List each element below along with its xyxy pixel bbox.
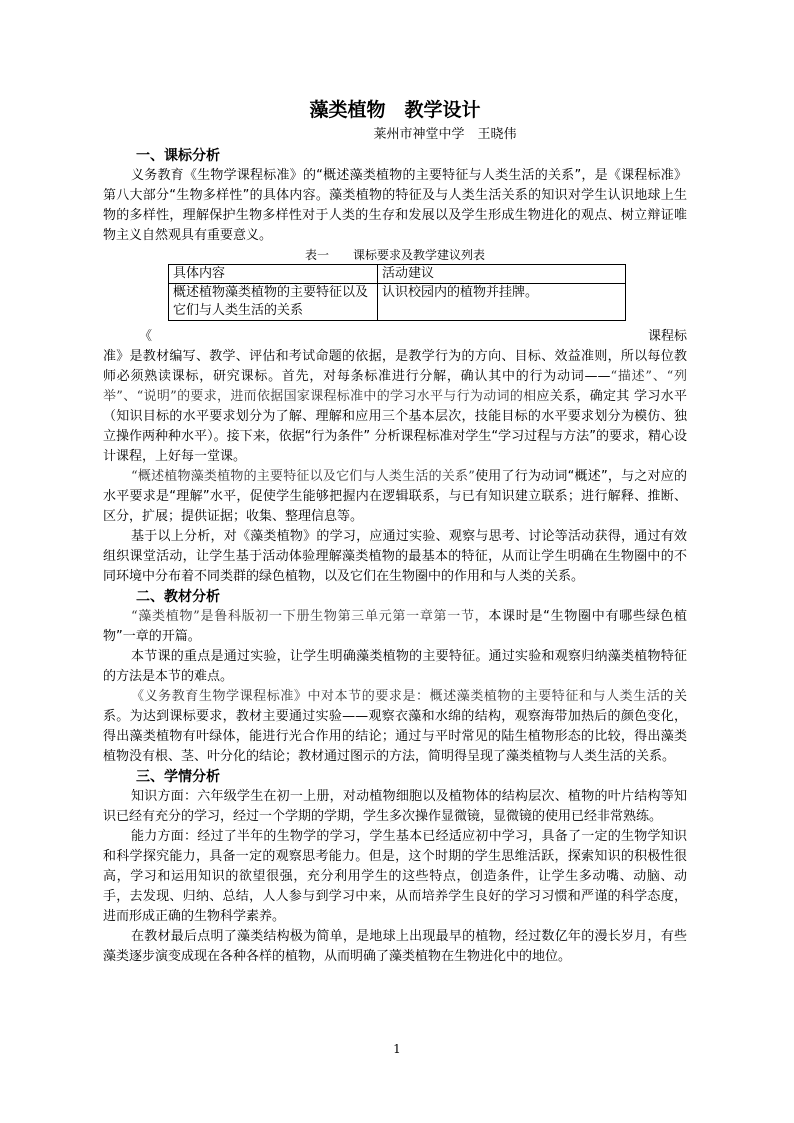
curriculum-table — [168, 264, 626, 321]
paragraph: 义务教育《生物学课程标准》的“概述藻类植物的主要特征与人类生活的关系”，是《课程标准》第八大部分“生物多样性”的具体内容。藻类植物的特征及与人类生活关系的知识对学生认识地球上生物的多样性，理解保护生物多样性对于人类的生存和发展以及学生形成生物进化的观点、树立辩证唯物主义自然观具有重要意义。 — [103, 168, 687, 243]
paragraph: 在教材最后点明了藻类结构极为简单，是地球上出现最早的植物，经过数亿年的漫长岁月，有些藻类逐步演变成现在各种各样的植物，从而明确了藻类植物在生物进化中的地位。 — [103, 929, 687, 964]
text-fragment: 本课时是“生物圈中有哪些绿色植物”一章的开篇。 — [103, 609, 687, 644]
text-fragment: 使用了行为动词“概述”，与之对应的水平要求是“理解”水平，促使学生能够把握内在逻辑联系，与已有知识建立联系；进行解释、推断、区分，扩展；提供证据；收集、整理信息等。 — [103, 469, 687, 524]
paragraph: 基于以上分析，对《藻类植物》的学习，应通过实验、观察与思考、讨论等活动获得，通过有效组织课堂活动，让学生基于活动体验理解藻类植物的最基本的特征，从而让学生明确在生物圈中的不同环境中分布着不同类群的绿色植物，以及它们在生物圈中的作用和与人类的关系。 — [103, 529, 687, 584]
paragraph: 本节课的重点是通过实验，让学生明确藻类植物的主要特征。通过实验和观察归纳藻类植物特征的方法是本节的难点。 — [103, 649, 687, 684]
document-body — [103, 96, 687, 967]
table-header-row — [169, 265, 626, 284]
document-title: 藻类植物 教学设计 — [309, 99, 481, 121]
paragraph-first-line — [103, 327, 687, 347]
text-fragment: 应关系，确定其 学习水平（知识目标的水平要求划分为了解、理解和应用三个基本层次，技能目标的水平要求划分为模仿、独立操作两种种水平）。接下来，依据“行为条件” 分析课程标准对学生“学习过程与方法”的要求，精心设计课程，上好每一堂课。 — [103, 389, 687, 464]
page-number: 1 — [393, 1042, 401, 1056]
paragraph: 知识方面：六年级学生在初一上册，对动植物细胞以及植物体的结构层次、植物的叶片结构等知识已经有充分的学习，经过一个学期的学期，学生多次操作显微镜，显微镜的使用已经非常熟练。 — [103, 789, 687, 824]
paragraph — [103, 467, 687, 527]
table-row — [169, 284, 626, 321]
section-heading-textbook: 二、教材分析 — [136, 589, 220, 605]
table-cell: 认识校园内的植物并挂牌。 — [378, 284, 626, 321]
table-cell: 概述植物藻类植物的主要特征以及它们与人类生活的关系 — [169, 284, 378, 321]
paragraph: 能力方面：经过了半年的生物学的学习，学生基本已经适应初中学习，具备了一定的生物学知识和科学探究能力，具备一定的观察思考能力。但是，这个时期的学生思维活跃，探索知识的积极性很高，学习和运用知识的欲望很强，充分利用学生的这些特点，创造条件，让学生多动嘴、动脑、动手，去发现、归纳、总结，人人参与到学习中来，从而培养学生良好的学习习惯和严谨的科学态度，进而形成正确的生物科学素养。 — [103, 829, 687, 924]
paragraph — [103, 347, 687, 467]
table-header-cell: 具体内容 — [169, 265, 378, 284]
text-fragment: 的关系。为达到课标要求，教材主要通过实验——观察衣藻和水绵的结构，观察海带加热后的颜色变化，得出藻类植物有叶绿体，能进行光合作用的结论；通过与平时常见的陆生植物形态的比较，得出藻类植物没有根、茎、叶分化的结论；教材通过图示的方法，简明得呈现了藻类植物与人类生活的关系。 — [103, 689, 687, 764]
text-fragment: 《义务教育生物学课程标准》中对本节的要求是：概述藻类植物的主要特征和与人类生活 — [131, 689, 661, 704]
text-fragment: “描述”、“列举”、“说明”的要求，进而依据国家课程标准中的学习水平与行为动词的相 — [103, 369, 687, 404]
document-author: 莱州市神堂中学 王晓伟 — [373, 127, 517, 142]
section-heading-students: 三、学情分析 — [136, 769, 220, 785]
text-fragment: 准》是教材编写、教学、评估和考试命题的依据，是教学行为的方向、目标、效益准则，所以每位教师必须熟读课标，研究课标。首先，对每条标准进行分解，确认其中的行为动词—— — [103, 349, 687, 384]
table-caption: 表一 课标要求及教学建议列表 — [304, 248, 485, 262]
text-fragment: 《 — [139, 329, 153, 344]
table-header-cell: 活动建议 — [378, 265, 626, 284]
text-fragment: 课程标 — [647, 329, 687, 344]
text-fragment: “藻类植物”是鲁科版初一下册生物第三单元第一章第一节， — [131, 609, 489, 624]
paragraph — [103, 687, 687, 767]
paragraph — [103, 607, 687, 647]
section-heading-curriculum: 一、课标分析 — [136, 148, 220, 164]
text-fragment: “概述植物藻类植物的主要特征以及它们与人类生活的关系” — [131, 469, 475, 484]
